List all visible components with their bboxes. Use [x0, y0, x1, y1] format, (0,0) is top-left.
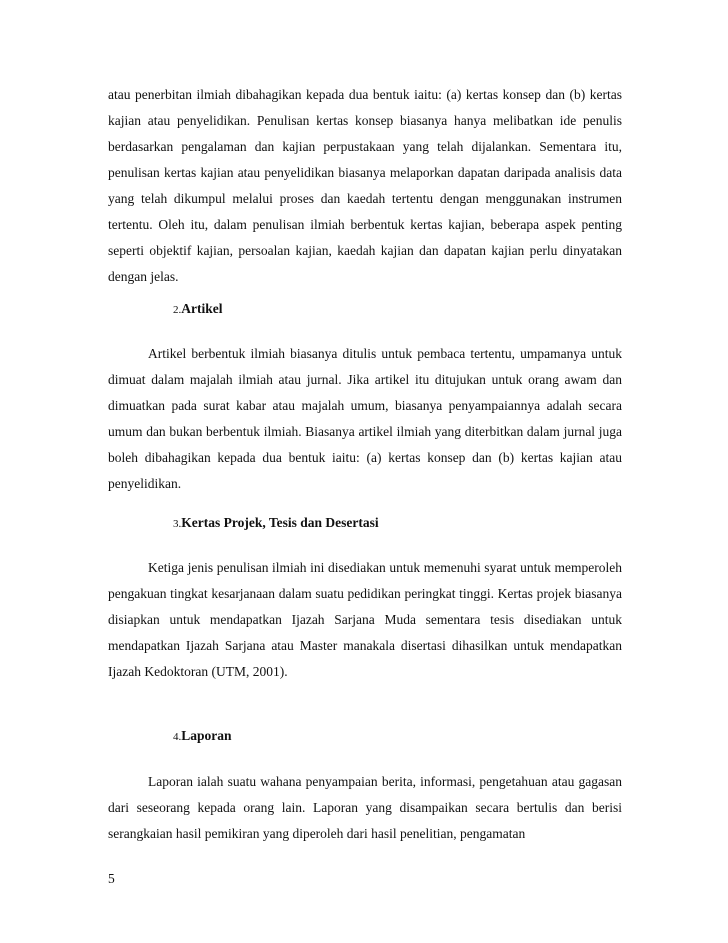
paragraph-kertas-projek: Ketiga jenis penulisan ilmiah ini disediakan untuk memenuhi syarat untuk memperoleh pengakuan tingkat kesarjanaan dalam suatu pedidikan peringkat tinggi. Kertas projek biasanya disiapkan untuk mendapatkan Ijazah Sarjana Muda sementara tesis disediakan untuk mendapatkan Ijazah Sarjana atau Master manakala disertasi dihasilkan untuk mendapatkan Ijazah Kedoktoran (UTM, 2001). [108, 560, 622, 679]
section-heading-kertas-projek [173, 514, 379, 533]
section-title: Kertas Projek, Tesis dan Desertasi [181, 515, 379, 530]
paragraph-laporan: Laporan ialah suatu wahana penyampaian berita, informasi, pengetahuan atau gagasan dari seseorang kepada orang lain. Laporan yang disampaikan secara bertulis dan berisi serangkaian hasil pemikiran yang diperoleh dari hasil penelitian, pengamatan [108, 774, 622, 841]
paragraph-artikel: Artikel berbentuk ilmiah biasanya ditulis untuk pembaca tertentu, umpamanya untuk dimuat dalam majalah ilmiah atau jurnal. Jika artikel itu ditujukan untuk orang awam dan dimuatkan pada surat kabar atau majalah umum, biasanya penyampaiannya adalah secara umum dan bukan berbentuk ilmiah. Biasanya artikel ilmiah yang diterbitkan dalam jurnal juga boleh dibahagikan kepada dua bentuk iaitu: (a) kertas konsep dan (b) kertas kajian atau penyelidikan. [108, 346, 622, 491]
page-number: 5 [108, 871, 115, 886]
section-number: 4. [173, 731, 182, 743]
section-title: Laporan [181, 728, 232, 743]
section-heading-artikel [173, 300, 223, 319]
section-title: Artikel [181, 301, 223, 316]
section-number: 2. [173, 304, 182, 316]
section-number: 3. [173, 518, 182, 530]
section-heading-laporan [173, 727, 232, 746]
paragraph-kertas-kajian: atau penerbitan ilmiah dibahagikan kepada dua bentuk iaitu: (a) kertas konsep dan (b) kertas kajian atau penyelidikan. Penulisan kertas konsep biasanya hanya melibatkan ide penulis berdasarkan pengalaman dan kajian perpustakaan yang telah dijalankan. Sementara itu, penulisan kertas kajian atau penyelidikan biasanya melaporkan dapatan daripada analisis data yang telah dikumpul melalui proses dan kaedah tertentu dengan menggunakan instrumen tertentu. Oleh itu, dalam penulisan ilmiah berbentuk kertas kajian, beberapa aspek penting seperti objektif kajian, persoalan kajian, kaedah kajian dan dapatan kajian perlu dinyatakan dengan jelas. [108, 87, 622, 284]
